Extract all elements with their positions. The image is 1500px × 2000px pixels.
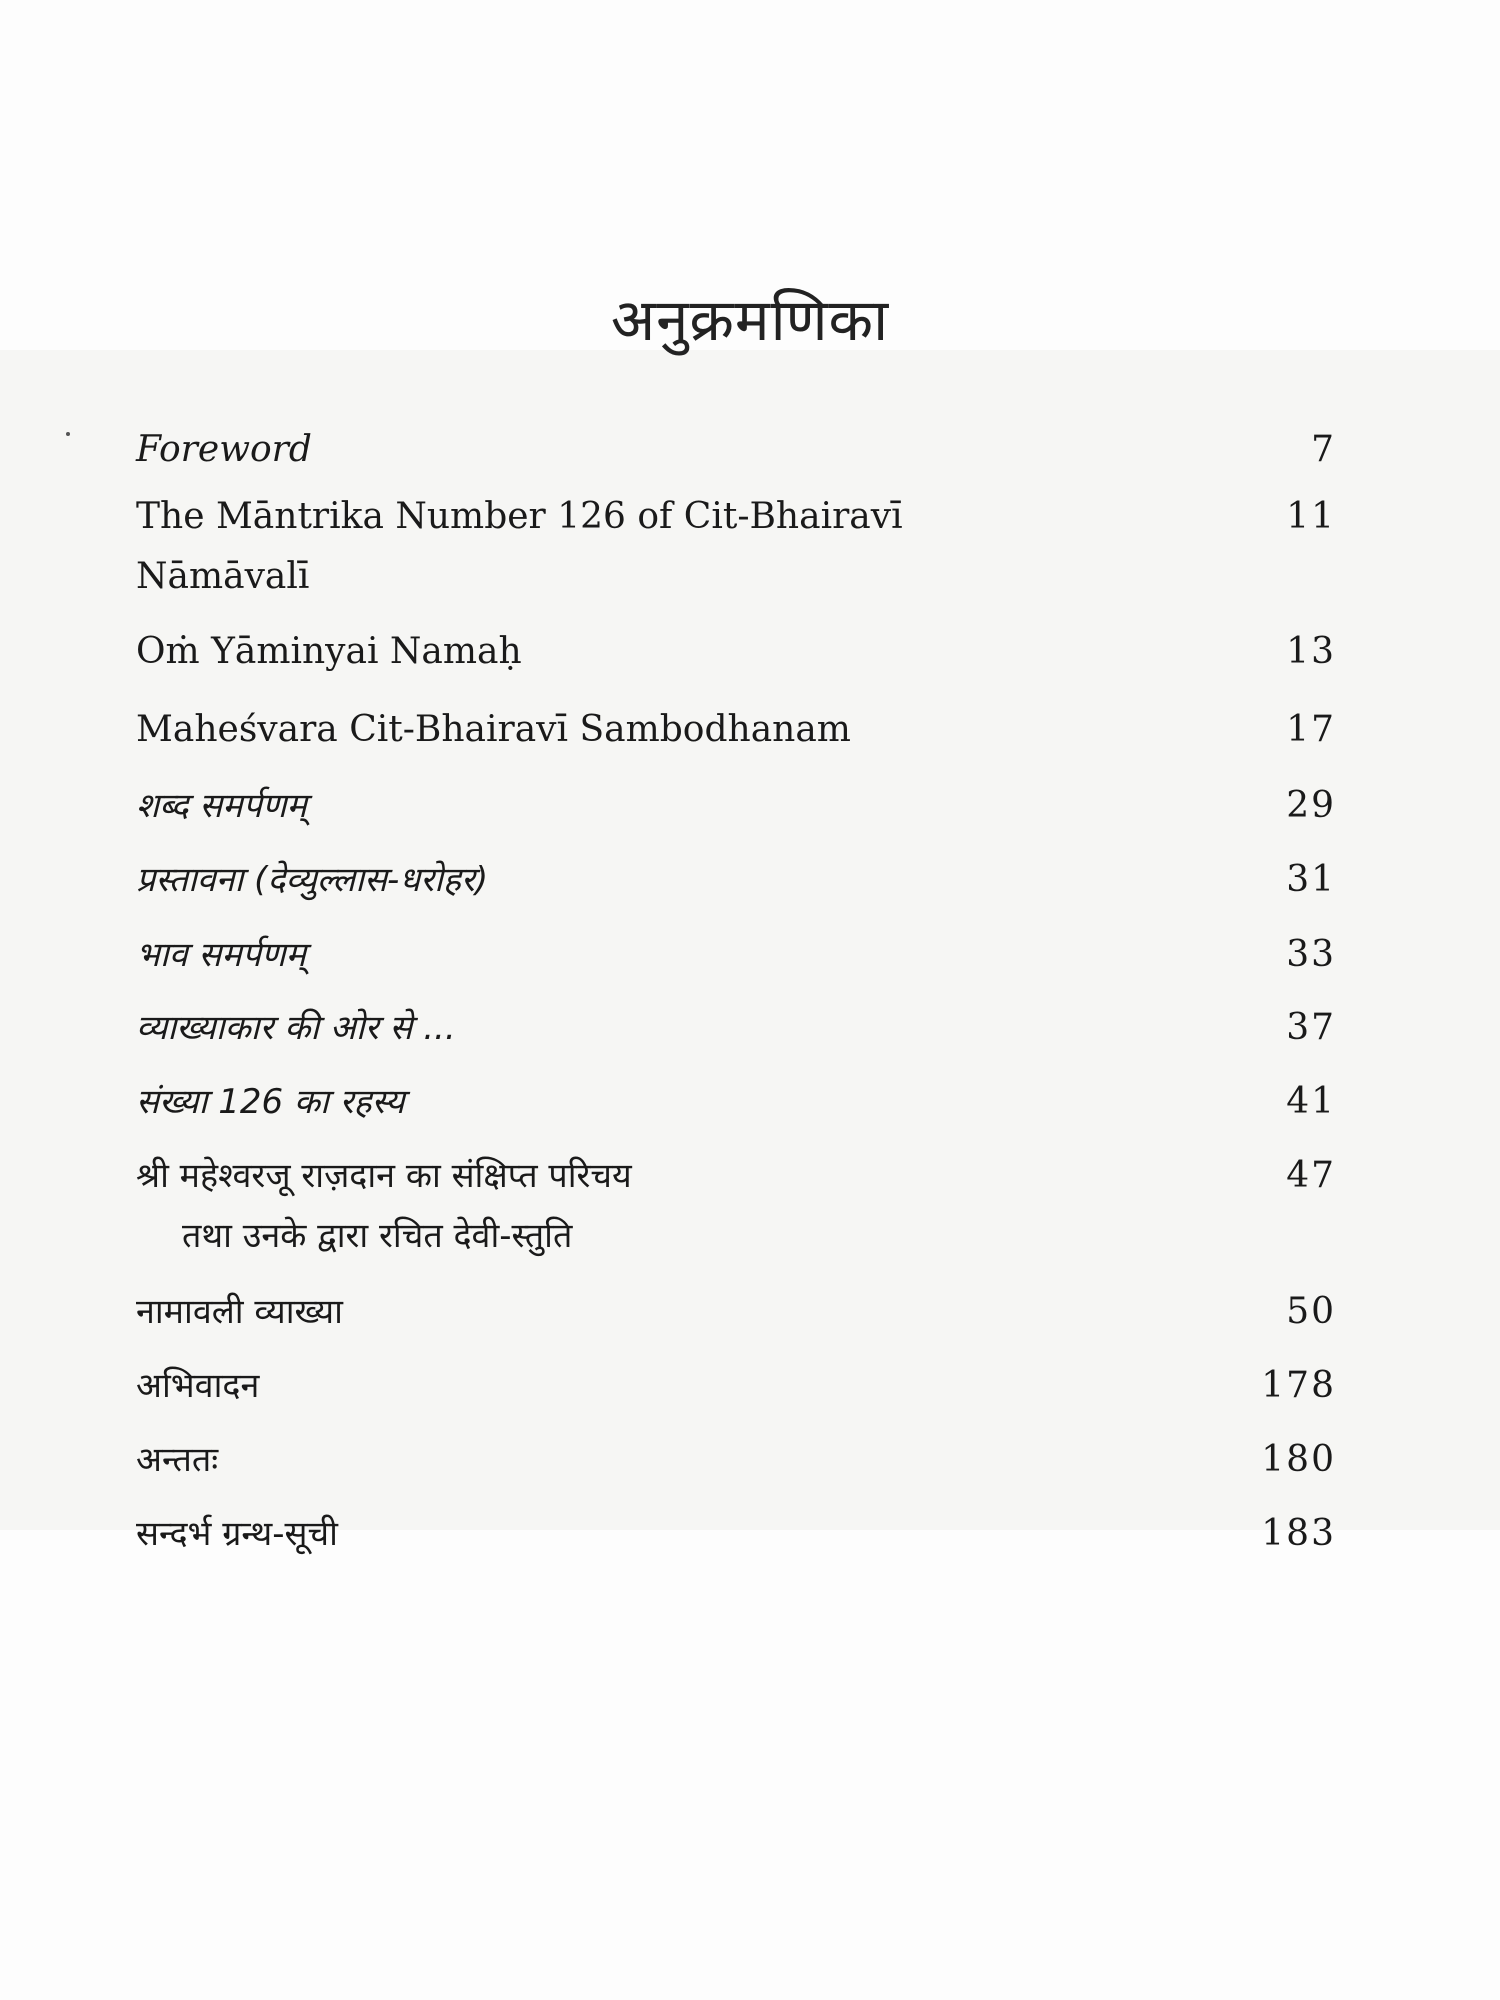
toc-entry-label: Foreword: [136, 429, 312, 470]
scan-speck: [66, 432, 70, 436]
toc-entry-page: 178: [1261, 1365, 1336, 1406]
toc-entry-label: Oṁ Yāminyai Namaḥ: [136, 631, 522, 672]
toc-entry-page: 41: [1286, 1081, 1336, 1122]
toc-entry-label: अभिवादन: [136, 1366, 260, 1406]
toc-entry-page: 29: [1286, 785, 1336, 826]
toc-entry-label: भाव समर्पणम्: [136, 935, 306, 975]
toc-entry-label: श्री महेश्वरजू राज़दान का संक्षिप्त परिचय: [136, 1156, 632, 1196]
toc-entry-label: प्रस्तावना (देव्युल्लास-धरोहर): [136, 860, 489, 900]
toc-entry-label: व्याख्याकार की ओर से ...: [136, 1008, 456, 1048]
toc-entry-label: संख्या 126 का रहस्य: [136, 1082, 405, 1122]
toc-entry-page: 183: [1261, 1513, 1336, 1554]
toc-entry-label: शब्द समर्पणम्: [136, 786, 307, 826]
toc-entry-page: 13: [1286, 631, 1336, 672]
toc-entry-label: सन्दर्भ ग्रन्थ-सूची: [136, 1514, 338, 1554]
toc-entry-page: 31: [1286, 859, 1336, 900]
toc-entry-label: अन्ततः: [136, 1440, 219, 1480]
toc-entry-label-continued: Nāmāvalī: [136, 556, 310, 597]
toc-entry-page: 47: [1286, 1155, 1336, 1196]
toc-entry-label: नामावली व्याख्या: [136, 1292, 343, 1332]
toc-entry-page: 50: [1286, 1291, 1336, 1332]
toc-entry-page: 11: [1286, 496, 1336, 537]
toc-entry-page: 37: [1286, 1007, 1336, 1048]
page-title: अनुक्रमणिका: [610, 286, 890, 354]
toc-entry-page: 17: [1286, 709, 1336, 750]
toc-entry-page: 33: [1286, 934, 1336, 975]
toc-entry-page: 180: [1261, 1439, 1336, 1480]
toc-entry-label-continued: तथा उनके द्वारा रचित देवी-स्तुति: [182, 1216, 573, 1256]
toc-entry-label: Maheśvara Cit-Bhairavī Sambodhanam: [136, 709, 851, 750]
toc-entry-label: The Māntrika Number 126 of Cit-Bhairavī: [136, 496, 903, 537]
toc-entry-page: 7: [1311, 429, 1336, 470]
